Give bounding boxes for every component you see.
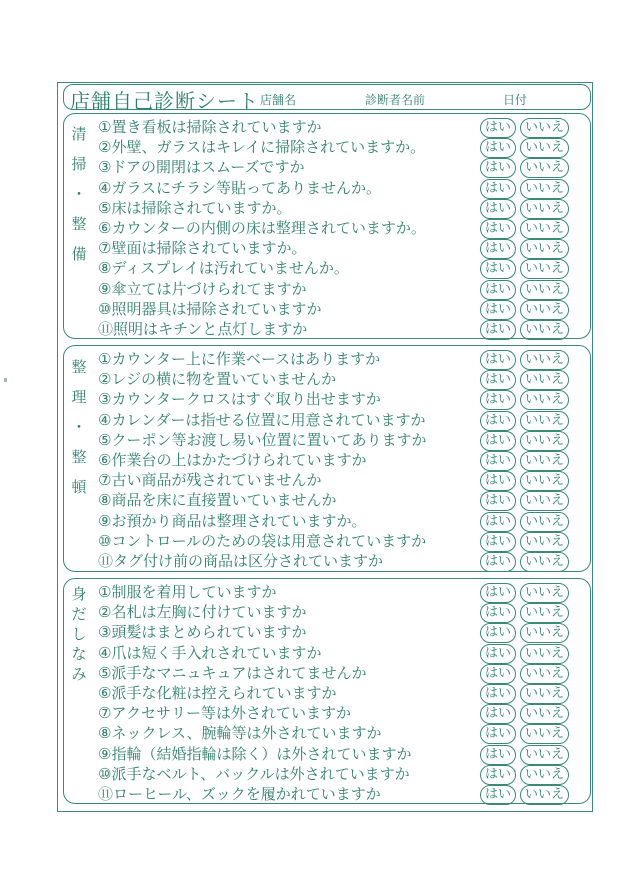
- yes-option[interactable]: はい: [480, 623, 516, 643]
- checklist-question: ⑦壁面は掃除されていますか。: [98, 239, 307, 258]
- no-option[interactable]: いいえ: [520, 411, 569, 431]
- no-option[interactable]: いいえ: [520, 532, 569, 552]
- yes-option[interactable]: はい: [480, 320, 516, 340]
- answer-options: [480, 491, 569, 511]
- yes-option[interactable]: はい: [480, 491, 516, 511]
- yes-option[interactable]: はい: [480, 552, 516, 572]
- checklist-question: ⑦アクセサリー等は外されていますか: [98, 704, 351, 723]
- answer-options: [480, 644, 569, 664]
- checklist-question: ③頭髪はまとめられていますか: [98, 623, 307, 642]
- yes-option[interactable]: はい: [480, 350, 516, 370]
- section-label-char: だ: [71, 605, 87, 623]
- no-option[interactable]: いいえ: [520, 512, 569, 532]
- yes-option[interactable]: はい: [480, 280, 516, 300]
- no-option[interactable]: いいえ: [520, 370, 569, 390]
- answer-options: [480, 583, 569, 603]
- answer-options: [480, 118, 569, 138]
- no-option[interactable]: いいえ: [520, 390, 569, 410]
- no-option[interactable]: いいえ: [520, 583, 569, 603]
- answer-options: [480, 623, 569, 643]
- section-label-char: ・: [71, 418, 87, 436]
- checklist-question: ②外壁、ガラスはキレイに掃除されていますか。: [98, 138, 426, 157]
- checklist-question: ⑥派手な化粧は控えられていますか: [98, 684, 337, 702]
- no-option[interactable]: いいえ: [520, 320, 569, 340]
- checklist-question: ⑨指輪（結婚指輪は除く）は外されていますか: [98, 744, 412, 763]
- checklist-question: ⑩派手なベルト、バックルは外されていますか: [98, 764, 410, 783]
- section-label-char: 整: [71, 215, 87, 233]
- yes-option[interactable]: はい: [480, 199, 516, 219]
- yes-option[interactable]: はい: [480, 411, 516, 431]
- checklist-question: ⑦古い商品が残されていませんか: [98, 471, 322, 490]
- answer-options: [480, 704, 569, 724]
- no-option[interactable]: いいえ: [520, 623, 569, 643]
- checklist-question: ⑨お預かり商品は整理されていますか。: [98, 511, 367, 530]
- yes-option[interactable]: はい: [480, 370, 516, 390]
- answer-options: [480, 512, 569, 532]
- checklist-question: ⑨傘立ては片づけられてますか: [98, 279, 307, 298]
- store-name-label: 店舗名: [260, 93, 297, 107]
- checklist-question: ⑥カウンターの内側の床は整理されていますか。: [98, 219, 426, 237]
- yes-option[interactable]: はい: [480, 724, 516, 744]
- yes-option[interactable]: はい: [480, 300, 516, 320]
- answer-options: [480, 552, 569, 572]
- answer-options: [480, 158, 569, 178]
- section-label-char: 整: [71, 358, 87, 376]
- section-label-char: 整: [71, 448, 87, 466]
- page-title: 店舗自己診断シート: [70, 89, 259, 113]
- no-option[interactable]: いいえ: [520, 765, 569, 785]
- yes-option[interactable]: はい: [480, 471, 516, 491]
- margin-mark: [4, 378, 7, 382]
- checklist-question: ⑤クーポン等お渡し易い位置に置いてありますか: [98, 430, 427, 449]
- section-label-char: み: [71, 665, 87, 683]
- checklist-question: ①制服を着用していますか: [98, 583, 277, 601]
- no-option[interactable]: いいえ: [520, 431, 569, 451]
- yes-option[interactable]: はい: [480, 259, 516, 279]
- no-option[interactable]: いいえ: [520, 280, 569, 300]
- yes-option[interactable]: はい: [480, 644, 516, 664]
- no-option[interactable]: いいえ: [520, 471, 569, 491]
- yes-option[interactable]: はい: [480, 390, 516, 410]
- no-option[interactable]: いいえ: [520, 239, 569, 259]
- answer-options: [480, 532, 569, 552]
- checklist-question: ⑪照明はキチンと点灯しますか: [98, 320, 308, 338]
- yes-option[interactable]: はい: [480, 583, 516, 603]
- no-option[interactable]: いいえ: [520, 219, 569, 239]
- yes-option[interactable]: はい: [480, 745, 516, 765]
- no-option[interactable]: いいえ: [520, 684, 569, 704]
- checklist-question: ②名札は左胸に付けていますか: [98, 603, 307, 622]
- section-label-char: 備: [71, 245, 87, 263]
- yes-option[interactable]: はい: [480, 158, 516, 178]
- no-option[interactable]: いいえ: [520, 745, 569, 765]
- checklist-question: ④爪は短く手入れされていますか: [98, 643, 322, 662]
- checklist-question: ⑪タグ付け前の商品は区分されていますか: [98, 552, 384, 570]
- answer-options: [480, 765, 569, 785]
- answer-options: [480, 239, 569, 259]
- checklist-question: ⑤派手なマニュキュアはされてませんか: [98, 663, 367, 682]
- no-option[interactable]: いいえ: [520, 179, 569, 199]
- yes-option[interactable]: はい: [480, 664, 516, 684]
- no-option[interactable]: いいえ: [520, 259, 569, 279]
- no-option[interactable]: いいえ: [520, 118, 569, 138]
- answer-options: [480, 471, 569, 491]
- yes-option[interactable]: はい: [480, 138, 516, 158]
- checklist-question: ①カウンター上に作業ベースはありますか: [98, 350, 381, 368]
- answer-options: [480, 603, 569, 623]
- section-label-char: し: [71, 625, 87, 643]
- answer-options: [480, 350, 569, 370]
- checklist-question: ⑤床は掃除されていますか。: [98, 198, 292, 217]
- checklist-question: ③カウンタークロスはすぐ取り出せますか: [98, 390, 381, 409]
- no-option[interactable]: いいえ: [520, 704, 569, 724]
- answer-options: [480, 684, 569, 704]
- section-label-char: 頓: [71, 478, 87, 496]
- checklist-question: ⑧ディスプレイは汚れていませんか。: [98, 259, 349, 278]
- section-label-char: 理: [71, 388, 87, 406]
- no-option[interactable]: いいえ: [520, 491, 569, 511]
- yes-option[interactable]: はい: [480, 765, 516, 785]
- no-option[interactable]: いいえ: [520, 138, 569, 158]
- yes-option[interactable]: はい: [480, 239, 516, 259]
- checklist-question: ①置き看板は掃除されていますか: [98, 118, 322, 136]
- answer-options: [480, 451, 569, 471]
- section-label-char: 身: [71, 585, 87, 603]
- yes-option[interactable]: はい: [480, 431, 516, 451]
- no-option[interactable]: いいえ: [520, 451, 569, 471]
- answer-options: [480, 219, 569, 239]
- yes-option[interactable]: はい: [480, 118, 516, 138]
- yes-option[interactable]: はい: [480, 532, 516, 552]
- checklist-question: ⑩コントロールのための袋は用意されていますか: [98, 531, 427, 550]
- answer-options: [480, 745, 569, 765]
- no-option[interactable]: いいえ: [520, 552, 569, 572]
- answer-options: [480, 411, 569, 431]
- answer-options: [480, 259, 569, 279]
- answer-options: [480, 724, 569, 744]
- no-option[interactable]: いいえ: [520, 300, 569, 320]
- answer-options: [480, 431, 569, 451]
- no-option[interactable]: いいえ: [520, 603, 569, 623]
- checklist-question: ③ドアの開閉はスムーズですか: [98, 158, 305, 177]
- yes-option[interactable]: はい: [480, 179, 516, 199]
- answer-options: [480, 199, 569, 219]
- no-option[interactable]: いいえ: [520, 199, 569, 219]
- yes-option[interactable]: はい: [480, 219, 516, 239]
- yes-option[interactable]: はい: [480, 684, 516, 704]
- section-label-char: ・: [71, 185, 87, 203]
- checklist-question: ⑧商品を床に直接置いていませんか: [98, 491, 337, 510]
- yes-option[interactable]: はい: [480, 704, 516, 724]
- answer-options: [480, 280, 569, 300]
- checklist-question: ⑩照明器具は掃除されていますか: [98, 299, 322, 318]
- checklist-question: ⑧ネックレス、腕輪等は外されていますか: [98, 724, 382, 743]
- no-option[interactable]: いいえ: [520, 158, 569, 178]
- no-option[interactable]: いいえ: [520, 350, 569, 370]
- section-label-char: 清: [71, 125, 87, 143]
- section-label-char: 掃: [71, 155, 87, 173]
- answer-options: [480, 664, 569, 684]
- checklist-question: ②レジの横に物を置いていませんか: [98, 370, 337, 389]
- answer-options: [480, 300, 569, 320]
- answer-options: [480, 390, 569, 410]
- checklist-question: ⑥作業台の上はかたづけられていますか: [98, 451, 367, 469]
- answer-options: [480, 320, 569, 340]
- checker-name-label: 診断者名前: [365, 93, 426, 107]
- answer-options: [480, 370, 569, 390]
- date-label: 日付: [503, 93, 528, 107]
- yes-option[interactable]: はい: [480, 785, 516, 805]
- checklist-question: ⑪ローヒール、ズックを履かれていますか: [98, 785, 381, 803]
- yes-option[interactable]: はい: [480, 603, 516, 623]
- answer-options: [480, 138, 569, 158]
- yes-option[interactable]: はい: [480, 451, 516, 471]
- no-option[interactable]: いいえ: [520, 785, 569, 805]
- checklist-question: ④ガラスにチラシ等貼ってありませんか。: [98, 178, 381, 197]
- no-option[interactable]: いいえ: [520, 644, 569, 664]
- answer-options: [480, 179, 569, 199]
- section-label-char: な: [71, 645, 87, 663]
- no-option[interactable]: いいえ: [520, 664, 569, 684]
- checklist-question: ④カレンダーは指せる位置に用意されていますか: [98, 410, 426, 429]
- yes-option[interactable]: はい: [480, 512, 516, 532]
- answer-options: [480, 785, 569, 805]
- no-option[interactable]: いいえ: [520, 724, 569, 744]
